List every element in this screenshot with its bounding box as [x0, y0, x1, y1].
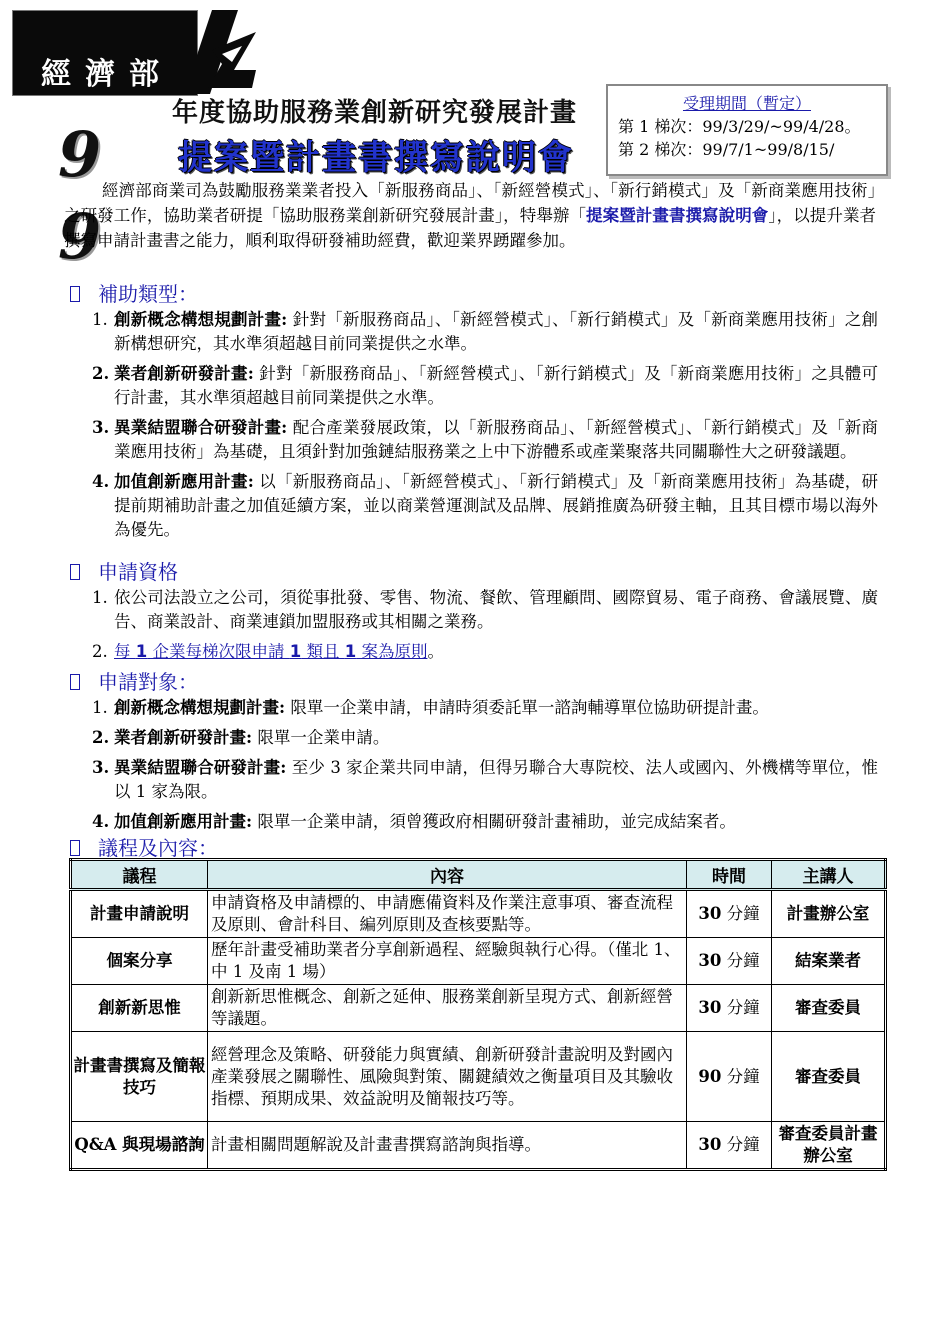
agenda-content: 創新新思惟概念、創新之延伸、服務業創新呈現方式、創新經營等議題。 [208, 985, 687, 1032]
item-text: 限單一企業申請。 [257, 728, 390, 747]
section-heading: 申請資格 [98, 560, 178, 584]
agenda-speaker: 審查委員 [772, 1032, 886, 1122]
time-unit: 分鐘 [721, 904, 760, 923]
item-title: 業者創新研發計畫: [114, 728, 253, 747]
table-row [71, 938, 886, 985]
time-value: 90 [698, 1066, 722, 1086]
item-text: 針對「新服務商品」、「新經營模式」、「新行銷模式」及「新商業應用技術」之具體可行計畫，其水準須超越目前同業提供之水準。 [114, 364, 879, 407]
intro-paragraph [64, 178, 876, 253]
agenda-speaker: 結案業者 [772, 938, 886, 985]
item-title: 業者創新研發計畫: [114, 364, 254, 383]
ministry-logo-box [12, 10, 198, 96]
ministry-logo-text: 經濟部 [41, 57, 173, 92]
column-header-time: 時間 [687, 860, 772, 890]
item-title: 異業結盟聯合研發計畫: [114, 418, 288, 437]
item-number: 3. [92, 418, 110, 437]
limit-text: 每 [114, 642, 136, 661]
item-text: 依公司法設立之公司，須從事批發、零售、物流、餐飲、管理顧問、國際貿易、電子商務、會議展覽、廣告、商業設計、商業連鎖加盟服務或其相關之業務。 [114, 588, 878, 631]
section-subsidy-types [70, 278, 198, 307]
item-number: 4. [92, 812, 110, 831]
table-row [71, 985, 886, 1032]
time-unit: 分鐘 [721, 998, 760, 1017]
section-heading: 申請對象： [98, 670, 198, 694]
limit-number: 1 [289, 642, 302, 661]
agenda-time [687, 985, 772, 1032]
table-row [71, 890, 886, 938]
year-digit-top: 9 [58, 118, 102, 191]
period-round-2: 第 2 梯次：99/7/1~99/8/15/ [618, 140, 835, 159]
list-item [92, 640, 878, 664]
time-value: 30 [698, 1135, 722, 1154]
agenda-content: 經營理念及策略、研發能力與實績、創新研發計畫說明及對國內產業發展之關聯性、風險與對策、關鍵績效之衡量項目及其驗收指標、預期成果、效益說明及簡報技巧等。 [208, 1032, 687, 1122]
item-title: 加值創新應用計畫: [114, 472, 254, 491]
column-header-speaker: 主講人 [772, 860, 886, 890]
item-text: 以「新服務商品」、「新經營模式」、「新行銷模式」及「新商業應用技術」為基礎，研提前期補助計畫之加值延續方案，並以商業營運測試及品牌、展銷推廣為研發主軸，且其目標市場以海外為優先。 [114, 472, 879, 539]
item-number: 2. [92, 642, 108, 661]
agenda-time [687, 1032, 772, 1122]
subsidy-types-list [92, 308, 878, 548]
list-item [92, 810, 878, 834]
item-title: 加值創新應用計畫: [114, 812, 253, 831]
limit-text: 案為原則 [356, 642, 428, 661]
agenda-speaker: 計畫辦公室 [772, 890, 886, 938]
agenda-name: 計畫書撰寫及簡報技巧 [71, 1032, 208, 1122]
agenda-name: 計畫申請說明 [71, 890, 208, 938]
item-text: 配合產業發展政策，以「新服務商品」、「新經營模式」、「新行銷模式」及「新商業應用技術」為基礎，且須針對加強鏈結服務業之上中下游體系或產業聚落共同關聯性大之研發議題。 [114, 418, 879, 461]
bullet-icon [70, 286, 80, 302]
item-end: 。 [427, 642, 444, 661]
limit-number: 1 [135, 642, 148, 661]
agenda-content: 歷年計畫受補助業者分享創新過程、經驗與執行心得。（僅北 1、中 1 及南 1 場） [208, 938, 687, 985]
section-heading: 議程及內容： [98, 836, 218, 860]
event-title: 提案暨計畫書撰寫說明會 [178, 138, 574, 178]
table-row [71, 1122, 886, 1170]
list-item [92, 362, 878, 410]
bullet-icon [70, 564, 80, 580]
item-text: 限單一企業申請，申請時須委託單一諮詢輔導單位協助研提計畫。 [290, 698, 769, 717]
limit-text: 企業每梯次限申請 [147, 642, 290, 661]
agenda-content: 計畫相關問題解說及計畫書撰寫諮詢與指導。 [208, 1122, 687, 1170]
limit-text: 類且 [301, 642, 345, 661]
list-item [92, 756, 878, 804]
item-number: 3. [92, 758, 110, 777]
agenda-content: 申請資格及申請標的、申請應備資料及作業注意事項、審查流程及原則、會計科目、編列原則及查核要點等。 [208, 890, 687, 938]
item-number: 1. [92, 698, 108, 717]
section-applicants [70, 666, 198, 695]
item-text: 至少 3 家企業共同申請，但得另聯合大專院校、法人或國內、外機構等單位，惟以 1 家為限。 [114, 758, 878, 801]
section-heading: 補助類型： [98, 282, 198, 306]
agenda-table [69, 858, 887, 1171]
section-agenda [70, 832, 218, 861]
intro-text-2: 」，以提升業者撰寫申請計畫書之能力，順利取得研發補助經費，歡迎業界踴躍參加。 [64, 206, 877, 250]
item-number: 1. [92, 310, 108, 329]
item-title: 創新概念構想規劃計畫: [114, 698, 286, 717]
bullet-icon [70, 674, 80, 690]
item-number: 2. [92, 728, 110, 747]
column-header-content: 內容 [208, 860, 687, 890]
application-limit-link[interactable] [114, 642, 427, 661]
period-round-1: 第 1 梯次：99/3/29/~99/4/28。 [618, 117, 861, 136]
agenda-time [687, 890, 772, 938]
list-item [92, 308, 878, 356]
agenda-speaker: 審查委員計畫辦公室 [772, 1122, 886, 1170]
moea-logo-icon [178, 10, 258, 94]
year-digit-bottom: 9 [58, 200, 102, 273]
item-title: 創新概念構想規劃計畫: [114, 310, 288, 329]
intro-highlight: 提案暨計畫書撰寫說明會 [586, 206, 769, 225]
applicants-list [92, 696, 878, 840]
table-row [71, 1032, 886, 1122]
item-number: 4. [92, 472, 110, 491]
eligibility-list [92, 586, 878, 670]
item-title: 異業結盟聯合研發計畫: [114, 758, 287, 777]
list-item [92, 586, 878, 634]
item-number: 1. [92, 588, 108, 607]
time-unit: 分鐘 [721, 1135, 760, 1154]
agenda-name: 創新新思惟 [71, 985, 208, 1032]
agenda-speaker: 審查委員 [772, 985, 886, 1032]
intro-text-1: 經濟部商業司為鼓勵服務業業者投入「新服務商品」、「新經營模式」、「新行銷模式」及「新商業應用技術」之研發工作，協助業者研提「協助服務業創新研究發展計畫」，特舉辦「 [64, 181, 876, 225]
list-item [92, 696, 878, 720]
item-text: 針對「新服務商品」、「新經營模式」、「新行銷模式」及「新商業應用技術」之創新構想研究，其水準須超越目前同業提供之水準。 [114, 310, 879, 353]
application-period-box [606, 84, 888, 176]
time-unit: 分鐘 [721, 1066, 760, 1086]
time-value: 30 [698, 904, 722, 923]
item-text: 限單一企業申請，須曾獲政府相關研發計畫補助，並完成結案者。 [257, 812, 736, 831]
limit-number: 1 [344, 642, 357, 661]
period-heading: 受理期間（暫定） [682, 94, 811, 113]
agenda-time [687, 938, 772, 985]
list-item [92, 726, 878, 750]
time-value: 30 [698, 998, 722, 1017]
table-header-row [71, 860, 886, 890]
time-value: 30 [698, 951, 722, 970]
item-number: 2. [92, 364, 110, 383]
agenda-time [687, 1122, 772, 1170]
time-unit: 分鐘 [721, 951, 760, 970]
column-header-agenda: 議程 [71, 860, 208, 890]
bullet-icon [70, 840, 80, 856]
list-item [92, 470, 878, 542]
section-eligibility [70, 556, 178, 585]
agenda-name: Q&A 與現場諮詢 [71, 1122, 208, 1170]
program-title: 年度協助服務業創新研究發展計畫 [172, 98, 578, 128]
agenda-name: 個案分享 [71, 938, 208, 985]
list-item [92, 416, 878, 464]
